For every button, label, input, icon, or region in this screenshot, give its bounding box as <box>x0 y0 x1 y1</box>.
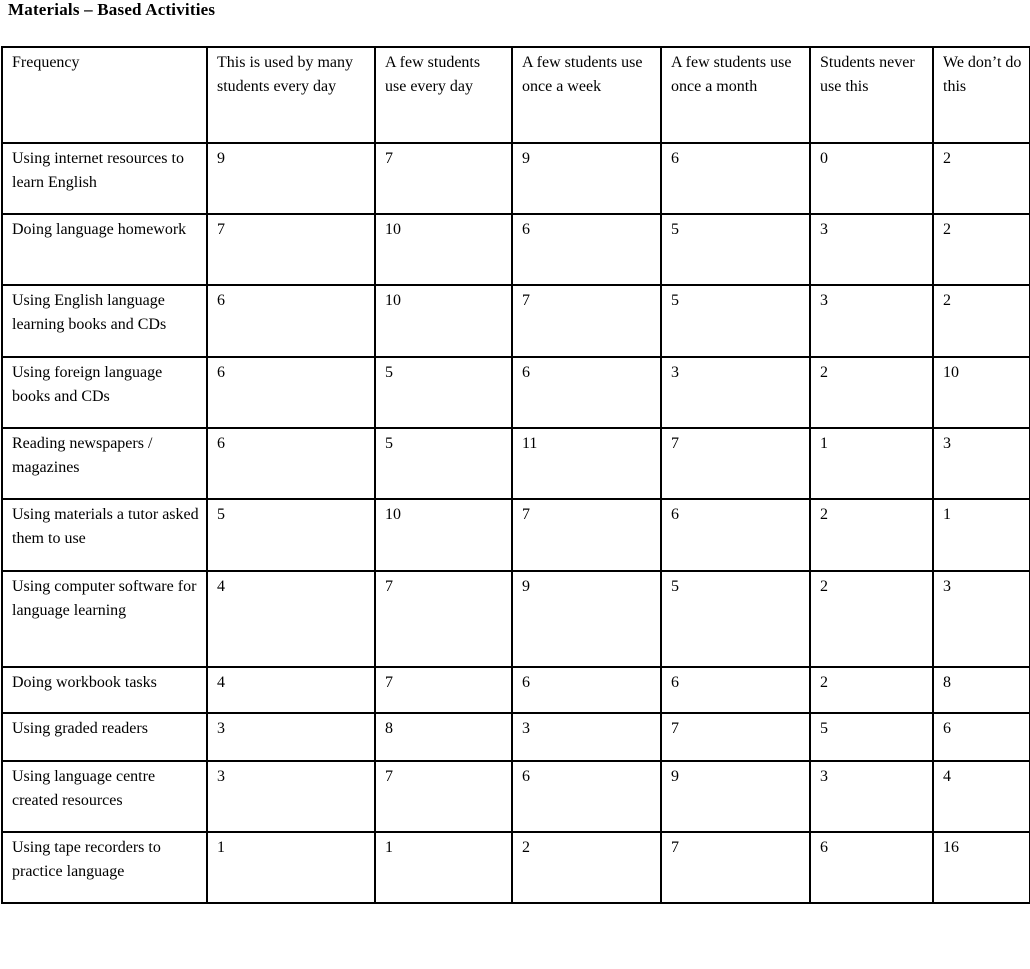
header-frequency: Frequency <box>2 47 207 143</box>
row-label: Using graded readers <box>2 713 207 761</box>
cell-value: 6 <box>933 713 1030 761</box>
cell-value: 3 <box>661 357 810 428</box>
row-label: Using materials a tutor asked them to use <box>2 499 207 571</box>
cell-value: 0 <box>810 143 933 214</box>
table-row <box>2 667 1030 713</box>
frequency-table <box>1 46 1030 904</box>
cell-value: 4 <box>207 571 375 667</box>
cell-value: 3 <box>810 214 933 285</box>
table-header-row <box>2 47 1030 143</box>
cell-value: 2 <box>933 143 1030 214</box>
cell-value: 4 <box>207 667 375 713</box>
cell-value: 6 <box>661 143 810 214</box>
cell-value: 3 <box>933 428 1030 499</box>
table-row <box>2 571 1030 667</box>
cell-value: 6 <box>810 832 933 903</box>
cell-value: 6 <box>512 761 661 832</box>
cell-value: 9 <box>512 571 661 667</box>
cell-value: 1 <box>375 832 512 903</box>
cell-value: 7 <box>375 761 512 832</box>
cell-value: 2 <box>933 214 1030 285</box>
cell-value: 6 <box>661 667 810 713</box>
row-label: Using tape recorders to practice language <box>2 832 207 903</box>
header-few-students-every-day: A few students use every day <box>375 47 512 143</box>
header-students-never-use: Students never use this <box>810 47 933 143</box>
cell-value: 10 <box>375 285 512 357</box>
cell-value: 7 <box>661 832 810 903</box>
cell-value: 7 <box>512 499 661 571</box>
cell-value: 3 <box>207 713 375 761</box>
cell-value: 3 <box>933 571 1030 667</box>
cell-value: 10 <box>375 499 512 571</box>
cell-value: 2 <box>810 357 933 428</box>
cell-value: 6 <box>207 285 375 357</box>
cell-value: 9 <box>207 143 375 214</box>
cell-value: 5 <box>375 428 512 499</box>
table-row <box>2 499 1030 571</box>
cell-value: 10 <box>933 357 1030 428</box>
cell-value: 7 <box>375 571 512 667</box>
cell-value: 5 <box>661 214 810 285</box>
cell-value: 10 <box>375 214 512 285</box>
row-label: Using language centre created resources <box>2 761 207 832</box>
cell-value: 5 <box>810 713 933 761</box>
cell-value: 8 <box>933 667 1030 713</box>
cell-value: 6 <box>661 499 810 571</box>
cell-value: 4 <box>933 761 1030 832</box>
cell-value: 5 <box>661 285 810 357</box>
cell-value: 7 <box>661 428 810 499</box>
cell-value: 9 <box>512 143 661 214</box>
cell-value: 1 <box>207 832 375 903</box>
header-few-students-once-a-month: A few students use once a month <box>661 47 810 143</box>
cell-value: 2 <box>810 667 933 713</box>
table-row <box>2 713 1030 761</box>
cell-value: 3 <box>810 761 933 832</box>
cell-value: 11 <box>512 428 661 499</box>
table-row <box>2 214 1030 285</box>
cell-value: 16 <box>933 832 1030 903</box>
cell-value: 2 <box>512 832 661 903</box>
row-label: Using foreign language books and CDs <box>2 357 207 428</box>
row-label: Using computer software for language learning <box>2 571 207 667</box>
row-label: Doing language homework <box>2 214 207 285</box>
cell-value: 1 <box>810 428 933 499</box>
cell-value: 3 <box>810 285 933 357</box>
table-row <box>2 143 1030 214</box>
row-label: Using English language learning books and CDs <box>2 285 207 357</box>
cell-value: 2 <box>933 285 1030 357</box>
header-we-dont-do-this: We don’t do this <box>933 47 1030 143</box>
cell-value: 7 <box>375 667 512 713</box>
row-label: Using internet resources to learn English <box>2 143 207 214</box>
table-row <box>2 285 1030 357</box>
cell-value: 6 <box>512 214 661 285</box>
table-row <box>2 428 1030 499</box>
cell-value: 2 <box>810 499 933 571</box>
cell-value: 5 <box>661 571 810 667</box>
table-row <box>2 761 1030 832</box>
row-label: Doing workbook tasks <box>2 667 207 713</box>
cell-value: 3 <box>512 713 661 761</box>
section-title: Materials – Based Activities <box>8 0 216 19</box>
cell-value: 3 <box>207 761 375 832</box>
row-label: Reading newspapers / magazines <box>2 428 207 499</box>
cell-value: 9 <box>661 761 810 832</box>
cell-value: 7 <box>661 713 810 761</box>
cell-value: 7 <box>512 285 661 357</box>
table-row <box>2 357 1030 428</box>
header-many-students-every-day: This is used by many students every day <box>207 47 375 143</box>
cell-value: 7 <box>375 143 512 214</box>
cell-value: 5 <box>375 357 512 428</box>
cell-value: 1 <box>933 499 1030 571</box>
cell-value: 6 <box>207 357 375 428</box>
cell-value: 6 <box>207 428 375 499</box>
table-row <box>2 832 1030 903</box>
cell-value: 2 <box>810 571 933 667</box>
cell-value: 6 <box>512 357 661 428</box>
cell-value: 5 <box>207 499 375 571</box>
cell-value: 8 <box>375 713 512 761</box>
cell-value: 6 <box>512 667 661 713</box>
cell-value: 7 <box>207 214 375 285</box>
header-few-students-once-a-week: A few students use once a week <box>512 47 661 143</box>
